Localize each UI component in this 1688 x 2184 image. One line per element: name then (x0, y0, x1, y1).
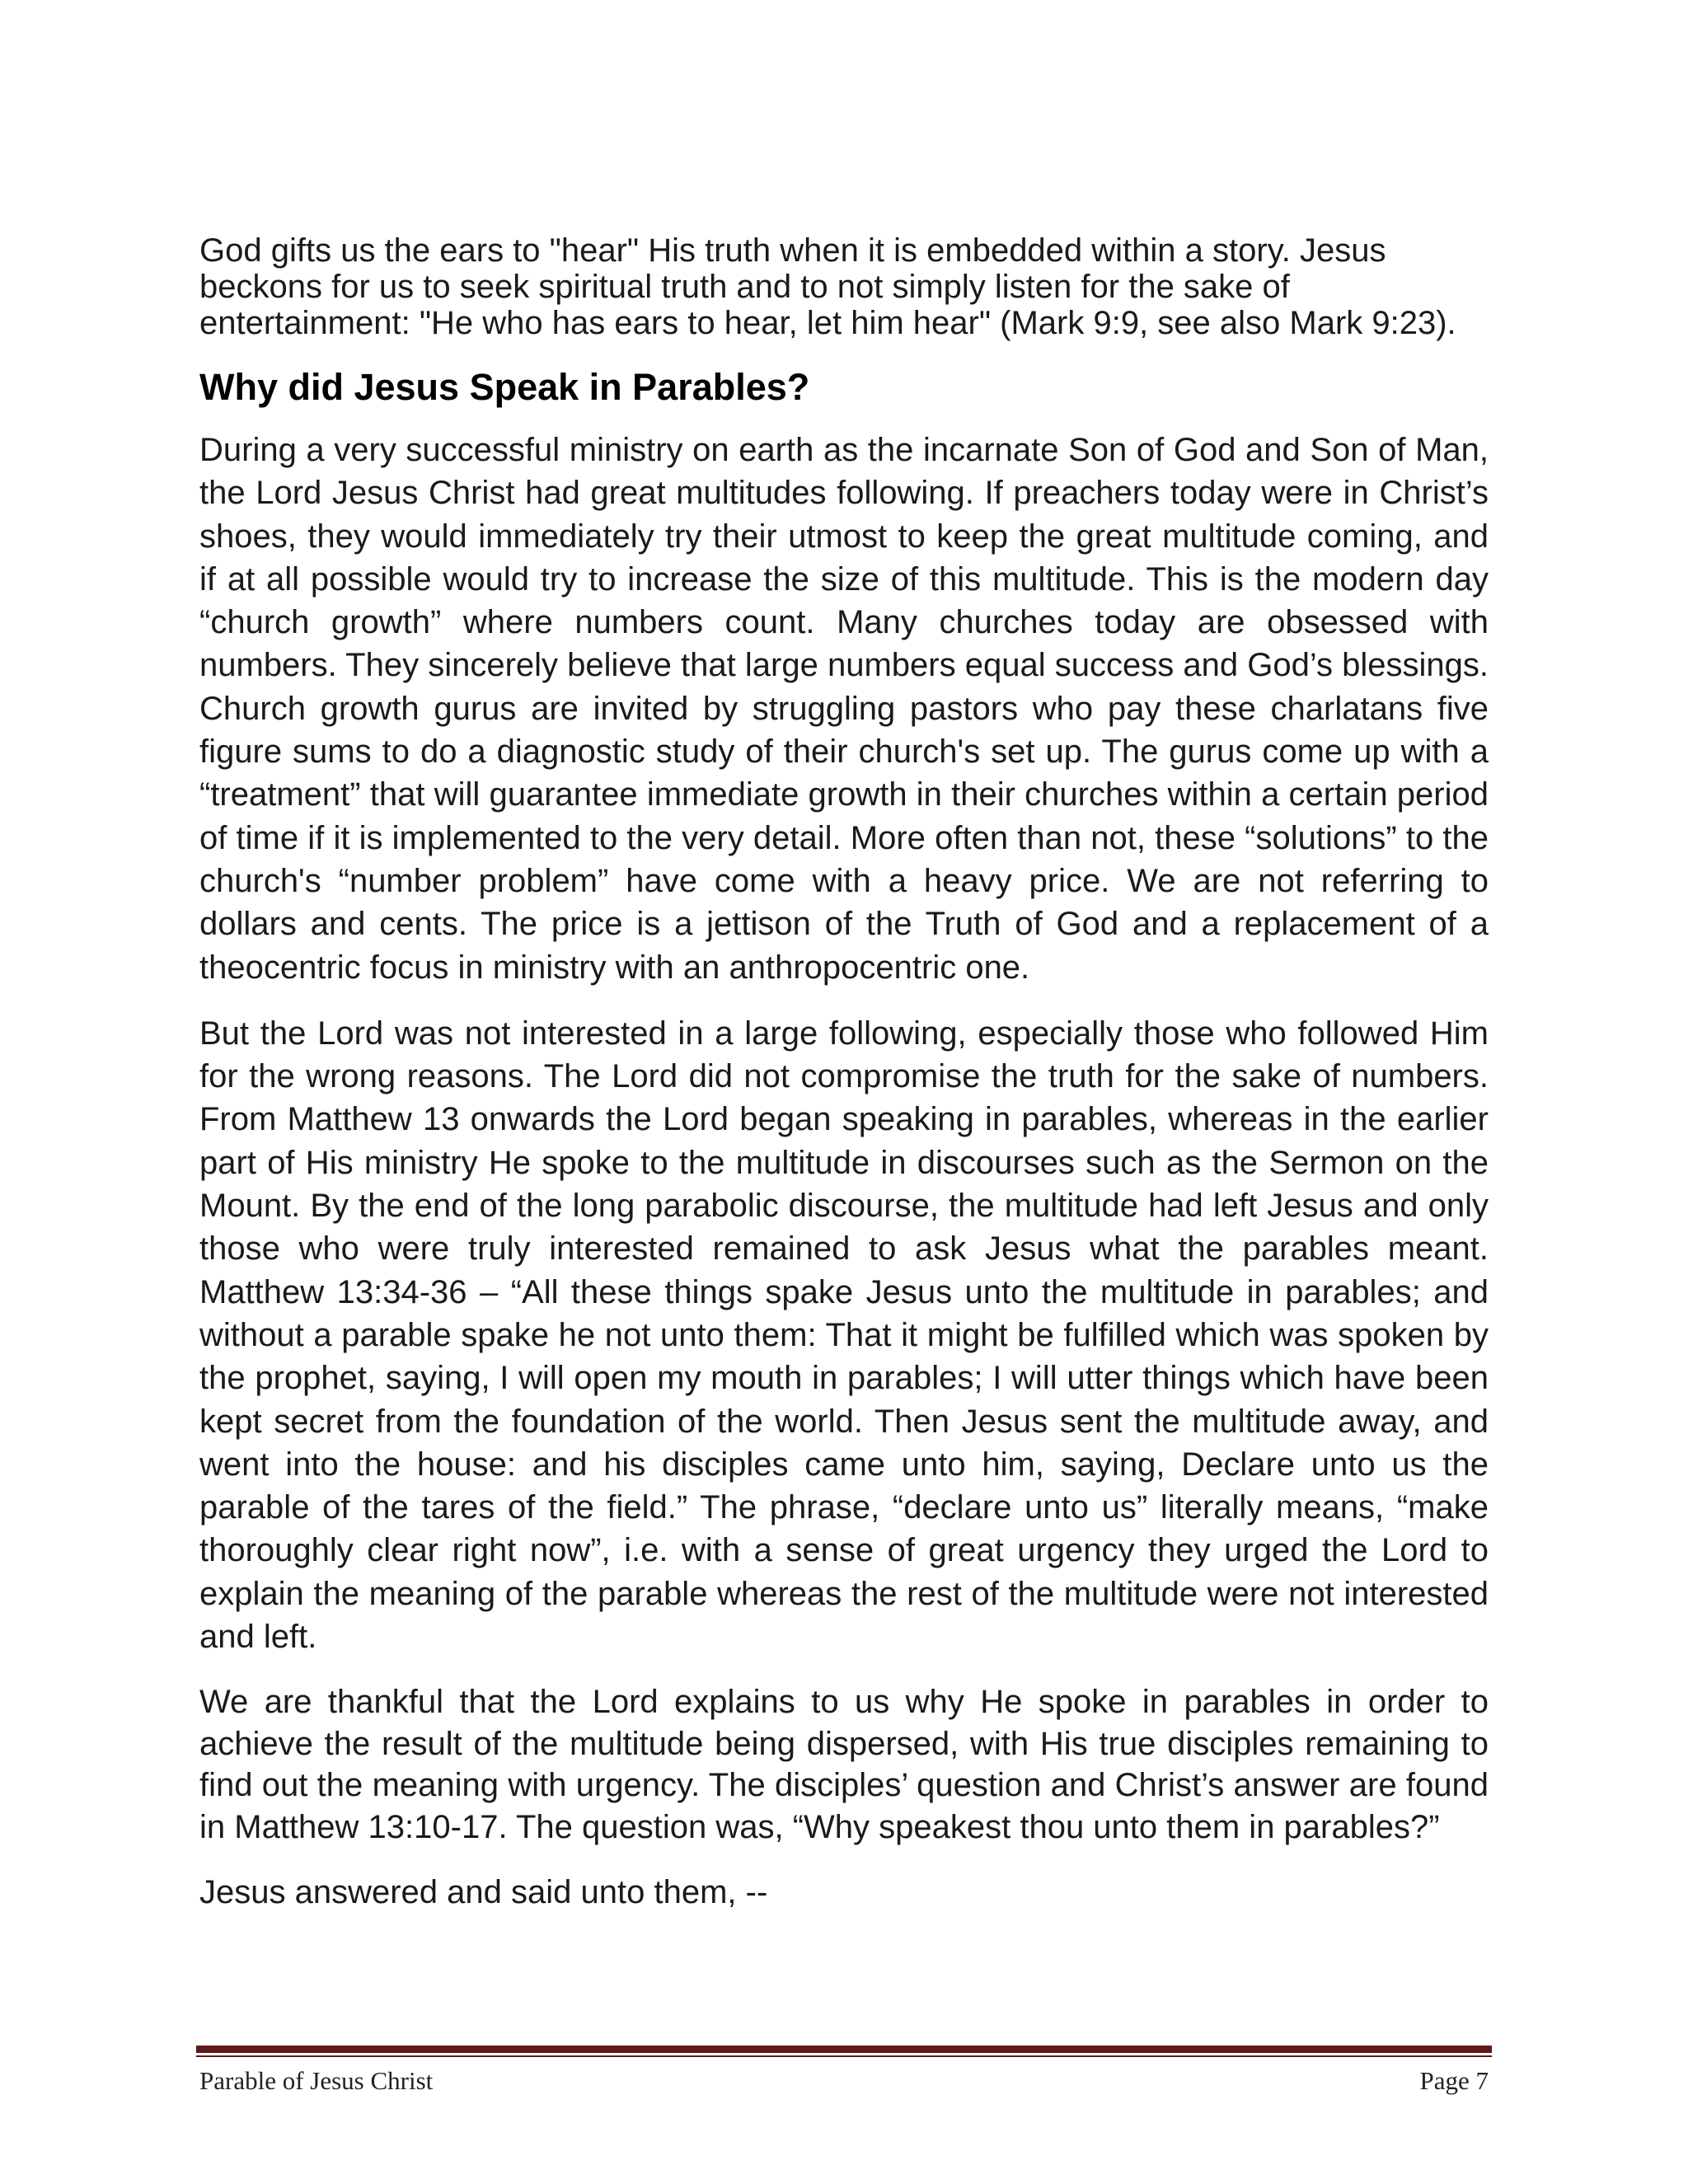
page-footer (199, 2062, 1489, 2100)
footer-divider-thin (196, 2055, 1492, 2057)
paragraph-disciples-question: We are thankful that the Lord explains to us why He spoke in parables in order to achieve the result of the multitude being dispersed, with His true disciples remaining to find out the meaning with urgency. The disciples’ question and Christ’s answer are found in Matthew 13:10-17. The question was, “Why speakest thou unto them in parables?” (199, 1684, 1489, 1845)
closing-line: Jesus answered and said unto them, -- (199, 1874, 768, 1911)
intro-paragraph: God gifts us the ears to "hear" His truth when it is embedded within a story. Jesus beckons for us to seek spiritual truth and to not simply listen for the sake of entertainment: "He who has ears to hear, let him hear" (Mark 9:9, see also Mark 9:23). (199, 232, 1456, 341)
page-content (199, 232, 1489, 1914)
footer-title: Parable of Jesus Christ (199, 2066, 434, 2095)
paragraph-matthew-13: But the Lord was not interested in a large following, especially those who followed Him for the wrong reasons. The Lord did not compromise the truth for the sake of numbers. From Matthew 13 onwards the Lord began speaking in parables, whereas in the earlier part of His ministry He spoke to the multitude in discourses such as the Sermon on the Mount. By the end of the long parabolic discourse, the multitude had left Jesus and only those who were truly interested remained to ask Jesus what the parables meant. Matthew 13:34-36 – “All these things spake Jesus unto the multitude in parables; and without a parable spake he not unto them: That it might be fulfilled which was spoken by the prophet, saying, I will open my mouth in parables; I will utter things which have been kept secret from the foundation of the world. Then Jesus sent the multitude away, and went into the house: and his disciples came unto him, saying, Declare unto us the parable of the tares of the field.” The phrase, “declare unto us” literally means, “make thoroughly clear right now”, i.e. with a sense of great urgency they urged the Lord to explain the meaning of the parable whereas the rest of the multitude were not interested and left. (199, 1015, 1489, 1656)
footer-divider-thick (196, 2046, 1492, 2053)
paragraph-church-growth: During a very successful ministry on earth as the incarnate Son of God and Son of Man, the Lord Jesus Christ had great multitudes following. If preachers today were in Christ’s shoes, they would immediately try their utmost to keep the great multitude coming, and if at all possible would try to increase the size of this multitude. This is the modern day “church growth” where numbers count. Many churches today are obsessed with numbers. They sincerely believe that large numbers equal success and God’s blessings. Church growth gurus are invited by struggling pastors who pay these charlatans five figure sums to do a diagnostic study of their church's set up. The gurus come up with a “treatment” that will guarantee immediate growth in their churches within a certain period of time if it is implemented to the very detail. More often than not, these “solutions” to the church's “number problem” have come with a heavy price. We are not referring to dollars and cents. The price is a jettison of the Truth of God and a replacement of a theocentric focus in ministry with an anthropocentric one. (199, 432, 1489, 986)
section-heading: Why did Jesus Speak in Parables? (199, 366, 810, 408)
page-number: Page 7 (1419, 2066, 1489, 2095)
